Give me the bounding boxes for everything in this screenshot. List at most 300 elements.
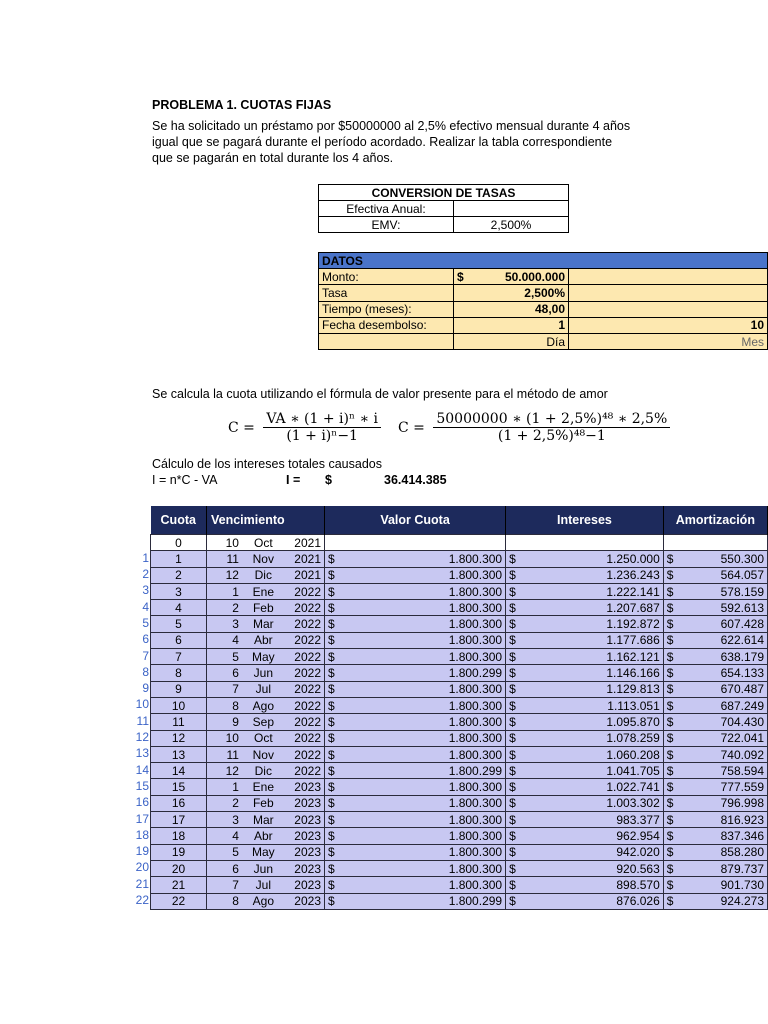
currency-cell[interactable]: $ [663, 812, 680, 828]
intereses-cell[interactable]: 942.020 [522, 844, 663, 860]
year-cell[interactable]: 2021 [282, 567, 325, 583]
amortizacion-cell[interactable]: 879.737 [680, 860, 768, 876]
table-row [151, 860, 768, 876]
monto-label: Monto: [319, 269, 454, 285]
currency-cell[interactable]: $ [506, 616, 523, 632]
intereses-cell[interactable]: 1.095.870 [522, 714, 663, 730]
intereses-cell[interactable]: 1.113.051 [522, 697, 663, 713]
valor-cuota-cell[interactable]: 1.800.300 [341, 551, 506, 567]
fecha-mes[interactable]: 10 [569, 317, 768, 333]
valor-cuota-cell[interactable]: 1.800.300 [341, 877, 506, 893]
currency-cell[interactable]: $ [325, 860, 342, 876]
currency-cell[interactable]: $ [506, 730, 523, 746]
day-cell[interactable]: 6 [207, 665, 245, 681]
sheet-row-number: 11 [136, 713, 149, 728]
currency-cell[interactable]: $ [506, 746, 523, 762]
amortizacion-cell[interactable]: 758.594 [680, 763, 768, 779]
intereses-cell[interactable]: 876.026 [522, 893, 663, 909]
conversion-value[interactable] [454, 201, 569, 217]
cuota-cell[interactable]: 10 [151, 697, 207, 713]
empty-cell [569, 285, 768, 301]
tasa-label: Tasa [319, 285, 454, 301]
currency-cell[interactable]: $ [325, 763, 342, 779]
conversion-label: EMV: [319, 217, 454, 233]
currency-cell[interactable]: $ [506, 567, 523, 583]
amortizacion-cell[interactable]: 816.923 [680, 812, 768, 828]
month-cell[interactable]: May [245, 649, 282, 665]
cuota-cell[interactable]: 16 [151, 795, 207, 811]
intereses-cell[interactable]: 1.207.687 [522, 600, 663, 616]
currency-cell[interactable]: $ [663, 551, 680, 567]
currency-cell[interactable]: $ [325, 567, 342, 583]
intro-line: Se ha solicitado un préstamo por $50000000 al 2,5% efectivo mensual durante 4 años [152, 119, 631, 133]
problem-statement [152, 118, 664, 166]
sheet-row-number: 12 [135, 730, 149, 745]
year-cell[interactable]: 2021 [282, 551, 325, 567]
valor-cuota-cell[interactable]: 1.800.300 [341, 844, 506, 860]
month-cell[interactable]: May [245, 844, 282, 860]
formula-c: C = [228, 419, 255, 436]
amortizacion-cell[interactable]: 550.300 [680, 551, 768, 567]
valor-cuota-cell[interactable]: 1.800.300 [341, 779, 506, 795]
intereses-cell[interactable]: 1.250.000 [522, 551, 663, 567]
currency-cell[interactable]: $ [506, 763, 523, 779]
intro-line: igual que se pagará durante el período acordado. Realizar la tabla correspondiente [152, 135, 613, 149]
currency-cell[interactable] [663, 535, 680, 551]
month-cell[interactable]: Jul [245, 877, 282, 893]
sheet-row-number: 9 [142, 681, 149, 696]
valor-cuota-cell[interactable]: 1.800.300 [341, 632, 506, 648]
currency-cell[interactable]: $ [325, 714, 342, 730]
month-cell[interactable]: Jun [245, 665, 282, 681]
table-row [151, 567, 768, 583]
table-row [151, 551, 768, 567]
month-cell[interactable]: Ago [245, 893, 282, 909]
currency-cell[interactable]: $ [325, 779, 342, 795]
table-row [151, 600, 768, 616]
currency-cell[interactable]: $ [663, 681, 680, 697]
cuota-cell[interactable]: 12 [151, 730, 207, 746]
day-cell[interactable]: 2 [207, 600, 245, 616]
currency-cell[interactable]: $ [663, 893, 680, 909]
table-row [151, 763, 768, 779]
year-cell[interactable]: 2023 [282, 812, 325, 828]
currency-cell[interactable]: $ [506, 844, 523, 860]
amortizacion-cell[interactable]: 687.249 [680, 697, 768, 713]
valor-cuota-cell[interactable]: 1.800.300 [341, 795, 506, 811]
table-row [151, 681, 768, 697]
currency-cell[interactable]: $ [663, 600, 680, 616]
amortizacion-cell[interactable]: 924.273 [680, 893, 768, 909]
year-cell[interactable]: 2023 [282, 860, 325, 876]
month-cell[interactable]: Dic [245, 567, 282, 583]
amortizacion-cell[interactable]: 740.092 [680, 746, 768, 762]
valor-cuota-cell[interactable]: 1.800.300 [341, 616, 506, 632]
year-cell[interactable]: 2021 [282, 535, 325, 551]
valor-cuota-cell[interactable]: 1.800.300 [341, 600, 506, 616]
valor-cuota-cell[interactable] [341, 535, 506, 551]
amortizacion-cell[interactable]: 607.428 [680, 616, 768, 632]
cuota-cell[interactable]: 8 [151, 665, 207, 681]
year-cell[interactable]: 2023 [282, 844, 325, 860]
empty-cell [569, 301, 768, 317]
currency-cell[interactable]: $ [325, 551, 342, 567]
intereses-cell[interactable]: 1.222.141 [522, 583, 663, 599]
header-amortizacion: Amortización [663, 506, 767, 535]
amortizacion-cell[interactable]: 777.559 [680, 779, 768, 795]
cuota-cell[interactable]: 1 [151, 551, 207, 567]
sheet-row-number: 21 [135, 876, 149, 891]
currency-cell[interactable]: $ [506, 714, 523, 730]
currency-cell[interactable]: $ [506, 665, 523, 681]
cuota-cell[interactable]: 7 [151, 649, 207, 665]
month-cell[interactable]: Nov [245, 551, 282, 567]
sheet-row-number: 8 [142, 664, 149, 679]
currency-cell[interactable]: $ [325, 665, 342, 681]
amortizacion-cell[interactable]: 564.057 [680, 567, 768, 583]
sheet-row-number: 19 [135, 844, 149, 859]
cuota-cell[interactable]: 22 [151, 893, 207, 909]
cuota-cell[interactable]: 5 [151, 616, 207, 632]
currency-cell[interactable]: $ [506, 779, 523, 795]
amortizacion-cell[interactable]: 858.280 [680, 844, 768, 860]
currency-cell[interactable] [325, 535, 342, 551]
currency-cell[interactable]: $ [663, 763, 680, 779]
year-cell[interactable]: 2022 [282, 665, 325, 681]
amortizacion-cell[interactable]: 578.159 [680, 583, 768, 599]
day-cell[interactable]: 1 [207, 779, 245, 795]
intereses-cell[interactable]: 962.954 [522, 828, 663, 844]
currency-cell[interactable]: $ [506, 860, 523, 876]
table-row [151, 877, 768, 893]
day-cell[interactable]: 4 [207, 632, 245, 648]
table-row [151, 697, 768, 713]
table-row [151, 812, 768, 828]
currency-cell[interactable]: $ [325, 616, 342, 632]
month-cell[interactable]: Oct [245, 730, 282, 746]
table-row [151, 795, 768, 811]
dia-caption: Día [454, 333, 569, 349]
month-cell[interactable]: Sep [245, 714, 282, 730]
intereses-cell[interactable]: 1.236.243 [522, 567, 663, 583]
month-cell[interactable]: Dic [245, 763, 282, 779]
currency-cell[interactable]: $ [506, 828, 523, 844]
formula-general [228, 411, 381, 444]
valor-cuota-cell[interactable]: 1.800.300 [341, 828, 506, 844]
valor-cuota-cell[interactable]: 1.800.300 [341, 567, 506, 583]
day-cell[interactable]: 12 [207, 567, 245, 583]
sheet-row-number: 22 [135, 893, 149, 908]
sheet-row-number: 20 [135, 860, 149, 875]
currency-cell[interactable]: $ [663, 583, 680, 599]
day-cell[interactable]: 8 [207, 697, 245, 713]
table-row [151, 844, 768, 860]
currency-cell[interactable]: $ [663, 860, 680, 876]
cuota-cell[interactable]: 15 [151, 779, 207, 795]
tasa-value[interactable]: 2,500% [454, 285, 569, 301]
day-cell[interactable]: 8 [207, 893, 245, 909]
year-cell[interactable]: 2023 [282, 877, 325, 893]
month-cell[interactable]: Nov [245, 746, 282, 762]
empty-cell [319, 333, 454, 349]
sheet-row-number: 3 [142, 583, 149, 598]
year-cell[interactable]: 2022 [282, 681, 325, 697]
cuota-cell[interactable]: 19 [151, 844, 207, 860]
intereses-cell[interactable]: 1.078.259 [522, 730, 663, 746]
month-cell[interactable]: Abr [245, 828, 282, 844]
currency-cell[interactable]: $ [663, 844, 680, 860]
year-cell[interactable]: 2022 [282, 763, 325, 779]
day-cell[interactable]: 5 [207, 649, 245, 665]
year-cell[interactable]: 2022 [282, 632, 325, 648]
problem-heading: PROBLEMA 1. CUOTAS FIJAS [152, 98, 332, 112]
day-cell[interactable]: 11 [207, 551, 245, 567]
valor-cuota-cell[interactable]: 1.800.300 [341, 730, 506, 746]
amortizacion-cell[interactable]: 592.613 [680, 600, 768, 616]
intereses-cell[interactable]: 1.162.121 [522, 649, 663, 665]
currency-cell[interactable]: $ [325, 649, 342, 665]
cuota-cell[interactable]: 13 [151, 746, 207, 762]
table-row [151, 730, 768, 746]
conversion-title: CONVERSION DE TASAS [319, 185, 569, 201]
intereses-cell[interactable]: 898.570 [522, 877, 663, 893]
amortizacion-cell[interactable]: 722.041 [680, 730, 768, 746]
cuota-cell[interactable]: 17 [151, 812, 207, 828]
header-intereses: Intereses [506, 506, 664, 535]
tiempo-value[interactable]: 48,00 [454, 301, 569, 317]
day-cell[interactable]: 3 [207, 812, 245, 828]
year-cell[interactable]: 2023 [282, 795, 325, 811]
currency-cell[interactable]: $ [663, 632, 680, 648]
currency-cell[interactable]: $ [506, 551, 523, 567]
currency-cell[interactable]: $ [325, 730, 342, 746]
amortizacion-cell[interactable]: 704.430 [680, 714, 768, 730]
currency-cell[interactable]: $ [663, 567, 680, 583]
month-cell[interactable]: Mar [245, 812, 282, 828]
currency-cell[interactable] [506, 535, 523, 551]
day-cell[interactable]: 10 [207, 730, 245, 746]
intereses-cell[interactable]: 983.377 [522, 812, 663, 828]
cuota-cell[interactable]: 9 [151, 681, 207, 697]
cuota-cell[interactable]: 21 [151, 877, 207, 893]
currency-cell[interactable]: $ [663, 649, 680, 665]
month-cell[interactable]: Ago [245, 697, 282, 713]
amortizacion-cell[interactable] [680, 535, 768, 551]
valor-cuota-cell[interactable]: 1.800.300 [341, 746, 506, 762]
formula-denominator: (1 + 2,5%)⁴⁸−1 [497, 428, 606, 444]
formula-intro: Se calcula la cuota utilizando el fórmula de valor presente para el método de amor [152, 387, 608, 401]
valor-cuota-cell[interactable]: 1.800.300 [341, 812, 506, 828]
valor-cuota-cell[interactable]: 1.800.299 [341, 665, 506, 681]
amortizacion-cell[interactable]: 901.730 [680, 877, 768, 893]
intereses-label: I = [286, 473, 301, 487]
day-cell[interactable]: 9 [207, 714, 245, 730]
currency-cell[interactable]: $ [325, 746, 342, 762]
currency-cell[interactable]: $ [663, 714, 680, 730]
currency-cell[interactable]: $ [506, 681, 523, 697]
valor-cuota-cell[interactable]: 1.800.300 [341, 583, 506, 599]
sheet-row-number: 7 [142, 648, 149, 663]
currency-cell[interactable]: $ [325, 877, 342, 893]
currency-cell[interactable]: $ [663, 795, 680, 811]
month-cell[interactable]: Feb [245, 795, 282, 811]
month-cell[interactable]: Oct [245, 535, 282, 551]
year-cell[interactable]: 2022 [282, 649, 325, 665]
cuota-cell[interactable]: 11 [151, 714, 207, 730]
day-cell[interactable]: 3 [207, 616, 245, 632]
sheet-row-number: 13 [135, 746, 149, 761]
month-cell[interactable]: Mar [245, 616, 282, 632]
fecha-dia[interactable]: 1 [454, 317, 569, 333]
intereses-cell[interactable]: 1.177.686 [522, 632, 663, 648]
day-cell[interactable]: 7 [207, 877, 245, 893]
intereses-cell[interactable] [522, 535, 663, 551]
currency-cell[interactable]: $ [663, 697, 680, 713]
day-cell[interactable]: 12 [207, 763, 245, 779]
day-cell[interactable]: 10 [207, 535, 245, 551]
valor-cuota-cell[interactable]: 1.800.300 [341, 714, 506, 730]
day-cell[interactable]: 7 [207, 681, 245, 697]
currency-cell[interactable]: $ [506, 877, 523, 893]
currency-cell[interactable]: $ [663, 746, 680, 762]
empty-cell [569, 269, 768, 285]
day-cell[interactable]: 4 [207, 828, 245, 844]
sheet-row-number: 4 [142, 599, 149, 614]
intereses-cell[interactable]: 1.022.741 [522, 779, 663, 795]
year-cell[interactable]: 2022 [282, 616, 325, 632]
cuota-cell[interactable]: 0 [151, 535, 207, 551]
fecha-label: Fecha desembolso: [319, 317, 454, 333]
month-cell[interactable]: Abr [245, 632, 282, 648]
intereses-cell[interactable]: 1.003.302 [522, 795, 663, 811]
header-valor-cuota: Valor Cuota [325, 506, 506, 535]
year-cell[interactable]: 2022 [282, 583, 325, 599]
conversion-table [318, 184, 569, 233]
currency-cell[interactable]: $ [325, 893, 342, 909]
amortizacion-cell[interactable]: 837.346 [680, 828, 768, 844]
amortizacion-cell[interactable]: 638.179 [680, 649, 768, 665]
currency-cell[interactable]: $ [325, 844, 342, 860]
amortization-table [150, 506, 768, 910]
day-cell[interactable]: 2 [207, 795, 245, 811]
amortizacion-cell[interactable]: 796.998 [680, 795, 768, 811]
intereses-cell[interactable]: 1.146.166 [522, 665, 663, 681]
mes-caption: Mes [569, 333, 768, 349]
formula-applied [398, 411, 670, 444]
currency-cell[interactable]: $ [325, 583, 342, 599]
year-cell[interactable]: 2022 [282, 697, 325, 713]
amortizacion-cell[interactable]: 670.487 [680, 681, 768, 697]
monto-currency: $ [457, 269, 464, 284]
month-cell[interactable]: Ene [245, 779, 282, 795]
currency-cell[interactable]: $ [325, 632, 342, 648]
currency-cell[interactable]: $ [506, 600, 523, 616]
intereses-cell[interactable]: 1.192.872 [522, 616, 663, 632]
sheet-row-number: 10 [135, 697, 149, 712]
month-cell[interactable]: Jul [245, 681, 282, 697]
intereses-cell[interactable]: 1.129.813 [522, 681, 663, 697]
month-cell[interactable]: Jun [245, 860, 282, 876]
currency-cell[interactable]: $ [663, 730, 680, 746]
monto-amount: 50.000.000 [504, 269, 565, 284]
currency-cell[interactable]: $ [325, 828, 342, 844]
intereses-cell[interactable]: 920.563 [522, 860, 663, 876]
monto-value[interactable] [454, 269, 569, 285]
day-cell[interactable]: 5 [207, 844, 245, 860]
year-cell[interactable]: 2022 [282, 600, 325, 616]
month-cell[interactable]: Feb [245, 600, 282, 616]
cuota-cell[interactable]: 4 [151, 600, 207, 616]
currency-cell[interactable]: $ [663, 779, 680, 795]
valor-cuota-cell[interactable]: 1.800.300 [341, 649, 506, 665]
year-cell[interactable]: 2022 [282, 746, 325, 762]
day-cell[interactable]: 6 [207, 860, 245, 876]
currency-cell[interactable]: $ [663, 877, 680, 893]
currency-cell[interactable]: $ [506, 812, 523, 828]
amortizacion-cell[interactable]: 654.133 [680, 665, 768, 681]
datos-title: DATOS [319, 253, 768, 269]
formula-numerator: VA ∗ (1 + i)ⁿ ∗ i [263, 411, 381, 428]
valor-cuota-cell[interactable]: 1.800.299 [341, 893, 506, 909]
valor-cuota-cell[interactable]: 1.800.300 [341, 697, 506, 713]
day-cell[interactable]: 1 [207, 583, 245, 599]
valor-cuota-cell[interactable]: 1.800.300 [341, 860, 506, 876]
formula-c: C = [398, 419, 425, 436]
intereses-cell[interactable]: 1.060.208 [522, 746, 663, 762]
intereses-cell[interactable]: 1.041.705 [522, 763, 663, 779]
year-cell[interactable]: 2022 [282, 730, 325, 746]
sheet-row-number: 14 [135, 762, 149, 777]
day-cell[interactable]: 11 [207, 746, 245, 762]
year-cell[interactable]: 2023 [282, 779, 325, 795]
currency-cell[interactable]: $ [325, 697, 342, 713]
year-cell[interactable]: 2022 [282, 714, 325, 730]
currency-cell[interactable]: $ [325, 681, 342, 697]
amortizacion-cell[interactable]: 622.614 [680, 632, 768, 648]
cuota-cell[interactable]: 14 [151, 763, 207, 779]
currency-cell[interactable]: $ [506, 649, 523, 665]
table-row [151, 714, 768, 730]
currency-cell[interactable]: $ [506, 795, 523, 811]
cuota-cell[interactable]: 3 [151, 583, 207, 599]
intereses-currency: $ [325, 473, 332, 487]
sheet-row-number: 18 [135, 827, 149, 842]
table-row [151, 779, 768, 795]
currency-cell[interactable]: $ [506, 697, 523, 713]
conversion-value[interactable]: 2,500% [454, 217, 569, 233]
month-cell[interactable]: Ene [245, 583, 282, 599]
valor-cuota-cell[interactable]: 1.800.299 [341, 763, 506, 779]
valor-cuota-cell[interactable]: 1.800.300 [341, 681, 506, 697]
currency-cell[interactable]: $ [506, 893, 523, 909]
currency-cell[interactable]: $ [325, 795, 342, 811]
sheet-row-number: 6 [142, 632, 149, 647]
currency-cell[interactable]: $ [663, 828, 680, 844]
currency-cell[interactable]: $ [663, 616, 680, 632]
cuota-cell[interactable]: 18 [151, 828, 207, 844]
year-cell[interactable]: 2023 [282, 893, 325, 909]
currency-cell[interactable]: $ [325, 812, 342, 828]
currency-cell[interactable]: $ [663, 665, 680, 681]
cuota-cell[interactable]: 6 [151, 632, 207, 648]
cuota-cell[interactable]: 20 [151, 860, 207, 876]
cuota-cell[interactable]: 2 [151, 567, 207, 583]
tiempo-label: Tiempo (meses): [319, 301, 454, 317]
currency-cell[interactable]: $ [325, 600, 342, 616]
year-cell[interactable]: 2023 [282, 828, 325, 844]
currency-cell[interactable]: $ [506, 632, 523, 648]
currency-cell[interactable]: $ [506, 583, 523, 599]
